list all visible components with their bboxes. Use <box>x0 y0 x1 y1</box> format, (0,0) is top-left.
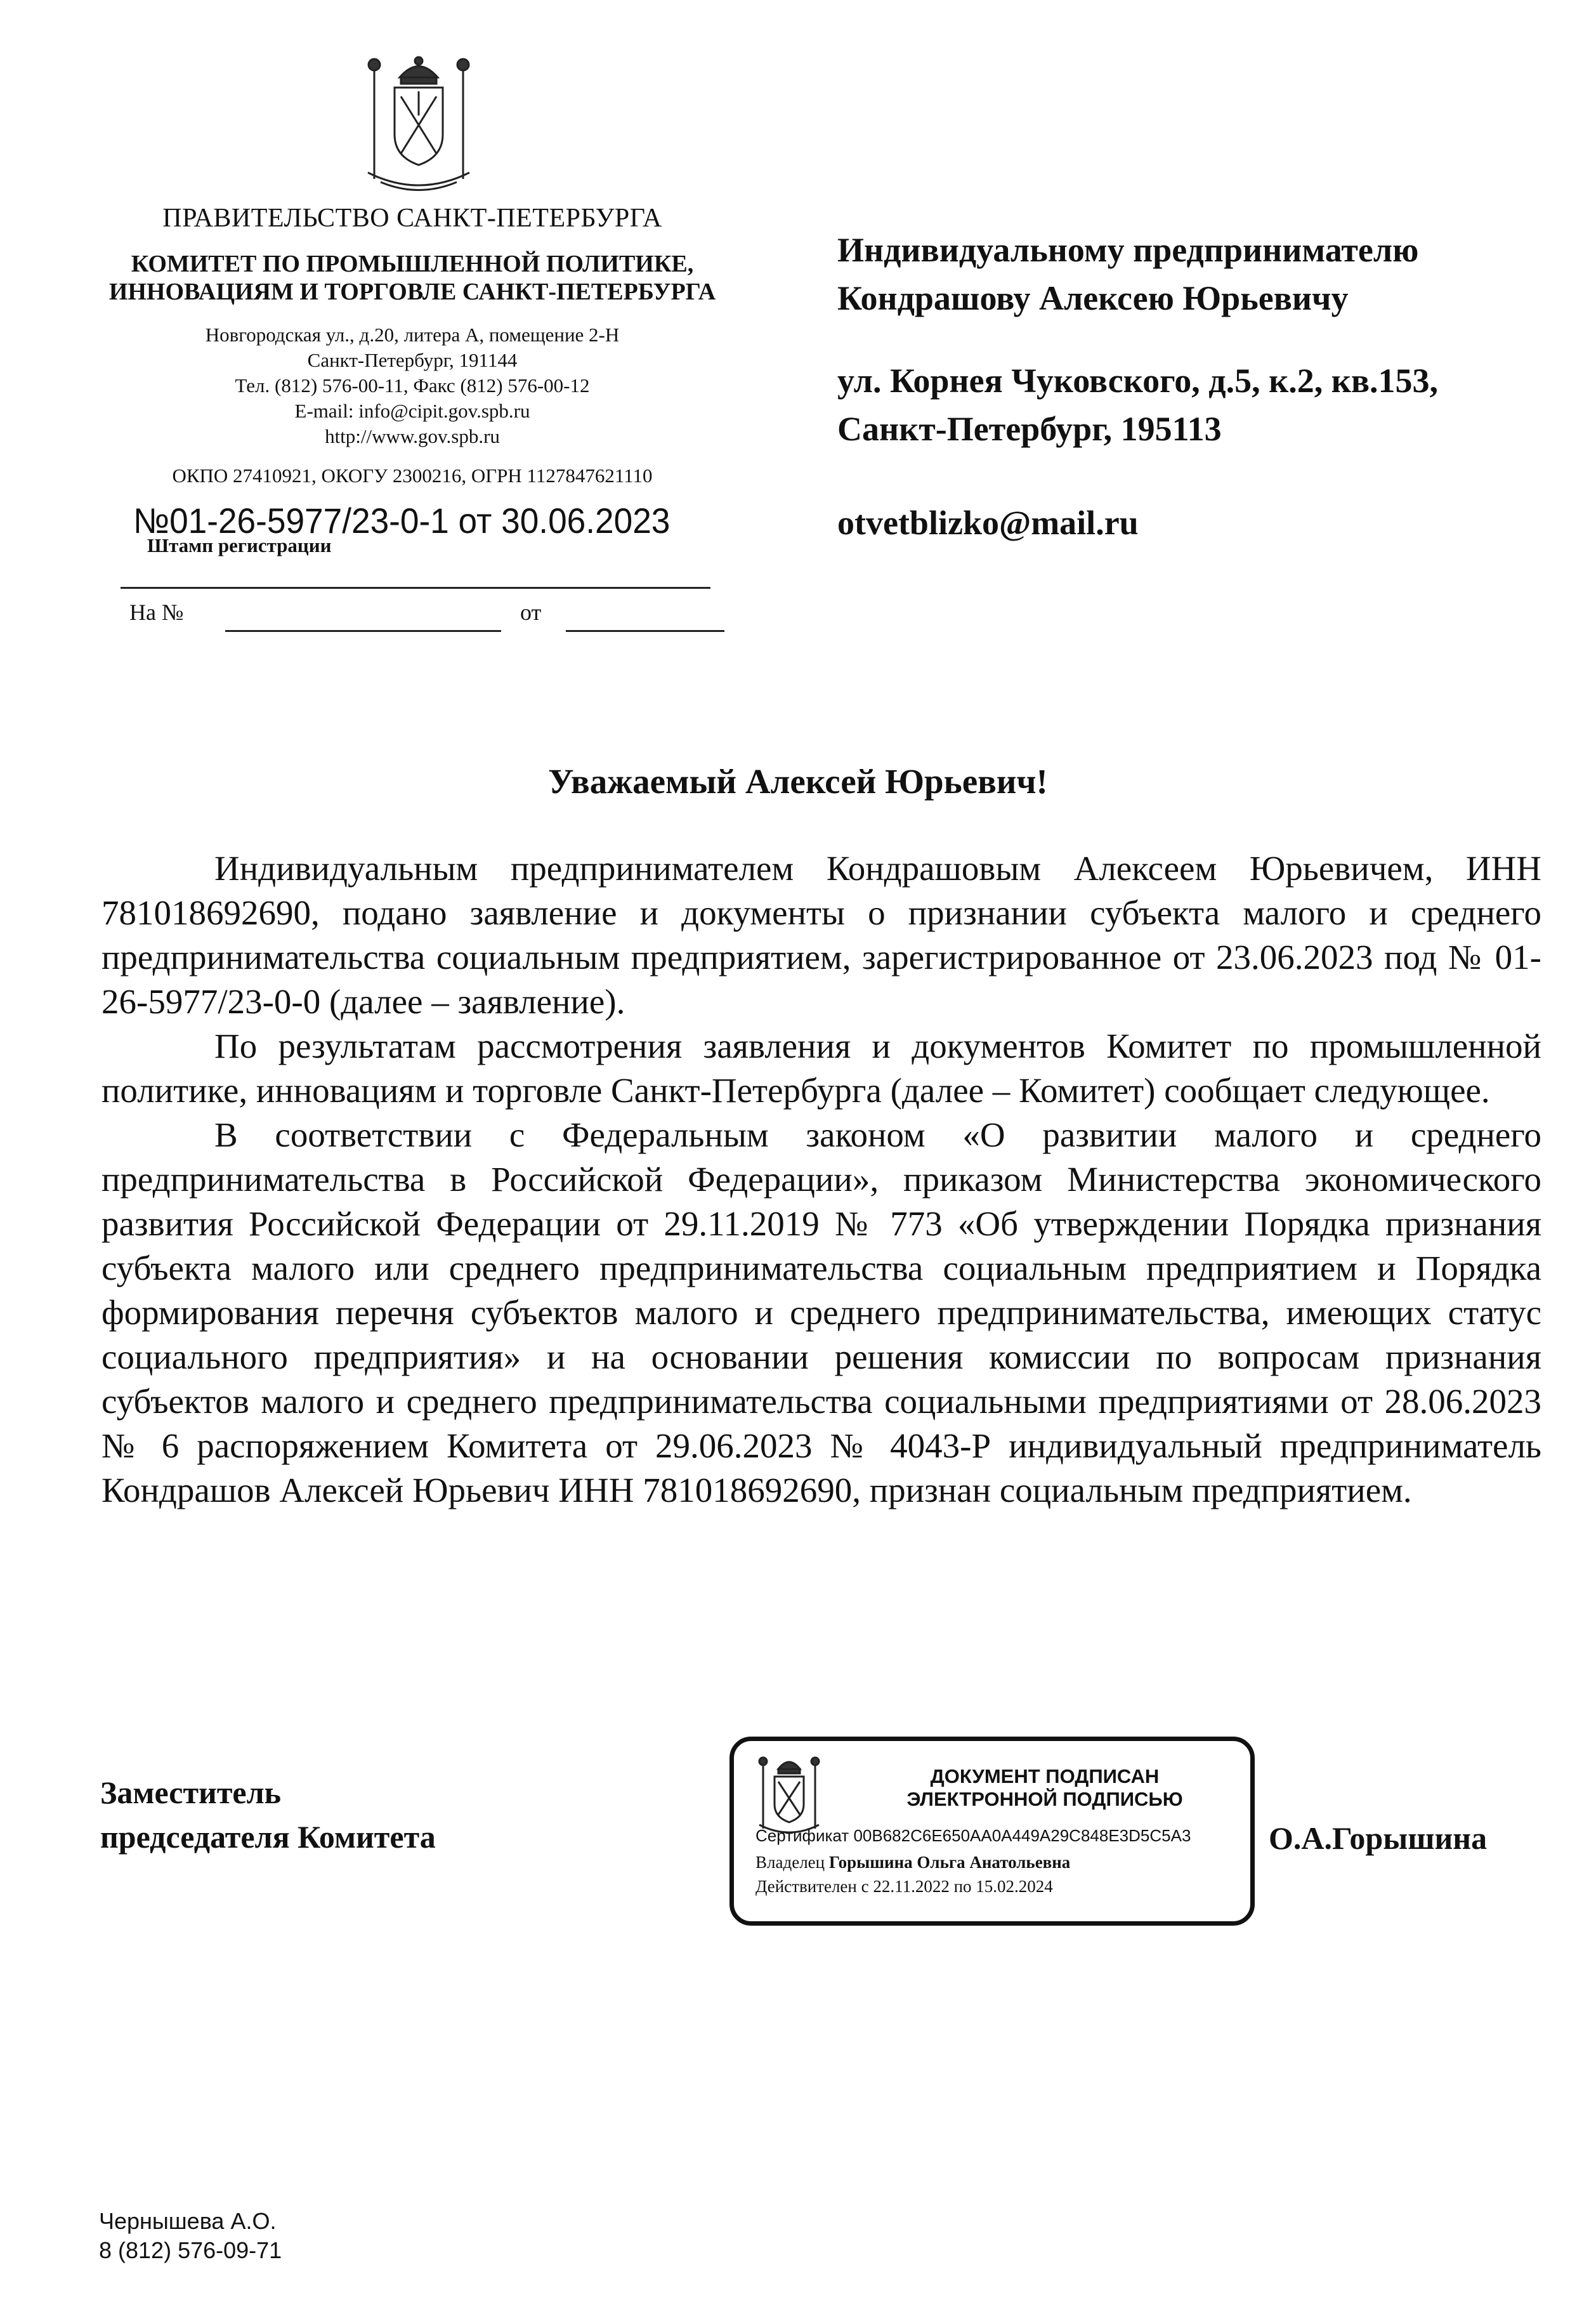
executor-info <box>99 2207 282 2265</box>
address-line-2: Санкт-Петербург, 191144 <box>307 349 518 371</box>
recipient-name <box>837 226 1418 322</box>
recipient-address-2: Санкт-Петербург, 195113 <box>837 410 1222 448</box>
salutation: Уважаемый Алексей Юрьевич! <box>548 762 1048 801</box>
stamp-title-line-1: ДОКУМЕНТ ПОДПИСАН <box>930 1765 1160 1787</box>
address-line-1: Новгородская ул., д.20, литера А, помещение 2-Н <box>205 324 620 346</box>
header-divider <box>121 587 710 589</box>
recipient-address-1: ул. Корнея Чуковского, д.5, к.2, кв.153, <box>837 362 1439 400</box>
website-line: http://www.gov.spb.ru <box>325 425 500 447</box>
stamp-title-line-2: ЭЛЕКТРОННОЙ ПОДПИСЬЮ <box>906 1788 1183 1810</box>
recipient-line-2: Кондрашову Алексею Юрьевичу <box>837 279 1349 317</box>
recipient-email: otvetblizko@mail.ru <box>837 504 1139 542</box>
reference-date-label: от <box>520 600 542 625</box>
signer-name: О.А.Горышина <box>1269 1820 1488 1856</box>
stamp-title <box>880 1765 1210 1811</box>
registration-number: №01-26-5977/23-0-1 от 30.06.2023 <box>133 501 670 541</box>
government-name: ПРАВИТЕЛЬСТВО САНКТ-ПЕТЕРБУРГА <box>162 204 662 233</box>
body-paragraph: В соответствии с Федеральным законом «О развитии малого и среднего предпринимательства в Российской Федерации», приказом Министерства экономического развития Российской Федерации от 29.11.2019 № 773 «Об утверждении Порядка признания субъекта малого или среднего предпринимательства социальным предприятием и Порядка формирования перечня субъектов малого и среднего предпринимательства, имеющих статус социального предприятия» и на основании решения комиссии по вопросам признания субъектов малого и среднего предпринимательства социальными предприятиями от 28.06.2023 № 6 распоряжением Комитета от 29.06.2023 № 4043-Р индивидуальный предприниматель Кондрашов Алексей Юрьевич ИНН 781018692690, признан социальным предприятием. <box>101 1115 1541 1509</box>
recipient-line-1: Индивидуальному предпринимателю <box>837 231 1419 269</box>
reference-number-blank <box>225 630 501 632</box>
committee-line-1: КОМИТЕТ ПО ПРОМЫШЛЕННОЙ ПОЛИТИКЕ, <box>131 251 694 277</box>
executor-phone: 8 (812) 576-09-71 <box>99 2237 282 2263</box>
committee-line-2: ИННОВАЦИЯМ И ТОРГОВЛЕ САНКТ-ПЕТЕРБУРГА <box>108 279 716 305</box>
body-paragraph: Индивидуальным предпринимателем Кондрашовым Алексеем Юрьевичем, ИНН 781018692690, подано заявление и документы о признании субъекта малого и среднего предпринимательства социальным предприятием, зарегистрированное от 23.06.2023 под № 01-26-5977/23-0-0 (далее – заявление). <box>101 849 1541 1021</box>
reference-number-label: На № <box>129 600 184 625</box>
certificate-owner <box>755 1853 1070 1872</box>
certificate-validity: Действителен с 22.11.2022 по 15.02.2024 <box>755 1877 1053 1896</box>
executor-name: Чернышева А.О. <box>99 2208 277 2234</box>
reference-date-blank <box>566 630 724 632</box>
phone-line: Тел. (812) 576-00-11, Факс (812) 576-00-12 <box>235 374 590 397</box>
recipient-address <box>837 357 1438 453</box>
coat-of-arms-emblem <box>355 52 482 198</box>
owner-name: Горышина Ольга Анатольевна <box>828 1853 1071 1872</box>
letter-body <box>101 846 1541 1513</box>
registry-codes: ОКПО 27410921, ОКОГУ 2300216, ОГРН 1127847621110 <box>172 464 653 487</box>
sender-address <box>89 322 736 449</box>
body-paragraph: По результатам рассмотрения заявления и документов Комитет по промышленной политике, инновациям и торговле Санкт-Петербурга (далее – Комитет) сообщает следующее. <box>101 1027 1541 1110</box>
stamp-label: Штамп регистрации <box>147 534 332 556</box>
electronic-signature-stamp <box>729 1737 1255 1926</box>
position-line-2: председателя Комитета <box>100 1819 436 1855</box>
email-line: E-mail: info@cipit.gov.spb.ru <box>294 400 530 422</box>
signatory-position <box>100 1770 436 1859</box>
certificate-number: Сертификат 00B682C6E650AA0A449A29C848E3D5C5A3 <box>755 1826 1191 1845</box>
position-line-1: Заместитель <box>100 1775 282 1810</box>
owner-label: Владелец <box>755 1853 825 1872</box>
committee-name <box>89 250 736 306</box>
stamp-emblem-icon <box>754 1754 824 1836</box>
